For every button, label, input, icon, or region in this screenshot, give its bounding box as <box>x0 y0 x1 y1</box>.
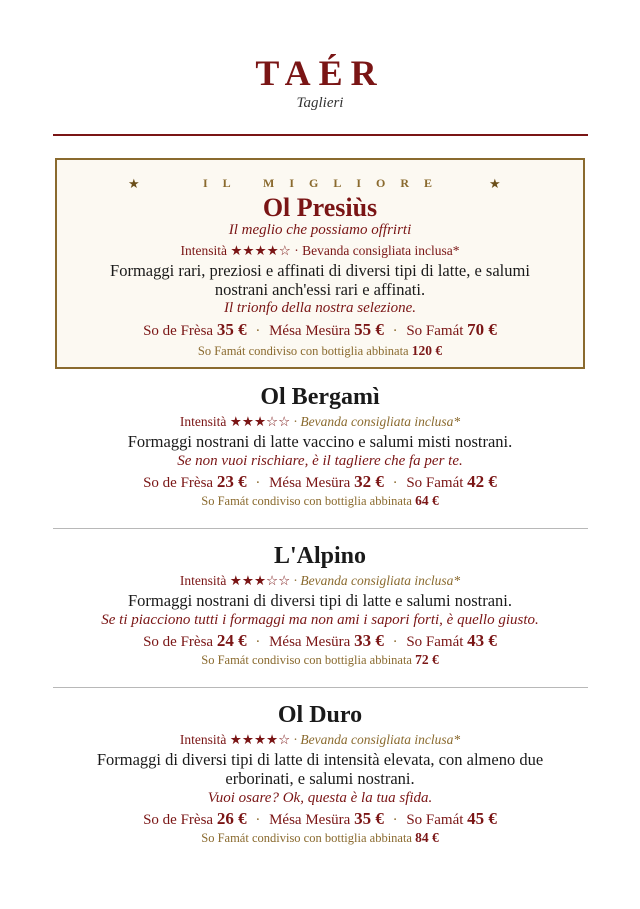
price-label: Mésa Mesüra <box>269 475 351 491</box>
item-prices <box>0 809 640 829</box>
price-value: 55 € <box>354 320 384 339</box>
price-separator: · <box>255 323 261 339</box>
price-label: So de Frèsa <box>143 323 214 339</box>
price-value: 23 € <box>216 472 247 491</box>
price-value: 70 € <box>467 320 497 339</box>
price-separator: · <box>255 475 261 491</box>
price-label: Mésa Mesüra <box>269 634 351 650</box>
intensity-label: Intensità <box>179 732 227 747</box>
item-quote: Se ti piacciono tutti i formaggi ma non ami i sapori forti, è quello giusto. <box>101 612 539 628</box>
item-prices <box>0 631 640 651</box>
item-quote: Se non vuoi rischiare, è il tagliere che fa per te. <box>177 453 463 469</box>
intensity-stars: ★★★★☆ <box>230 243 291 258</box>
price-label: So Famát <box>406 634 464 650</box>
share-label: So Famát condiviso con bottiglia abbinata <box>201 494 412 508</box>
price-value: 24 € <box>216 631 247 650</box>
beverage-note: · Bevanda consigliata inclusa* <box>293 414 461 429</box>
item-meta <box>0 573 640 589</box>
item-title: Ol Bergamì <box>260 384 380 410</box>
featured-meta <box>57 243 583 259</box>
header-divider <box>53 134 588 136</box>
price-label: So Famát <box>406 323 464 339</box>
item-desc: Formaggi nostrani di latte vaccino e salumi misti nostrani. <box>127 432 513 451</box>
price-value: 43 € <box>467 631 497 650</box>
featured-desc-line1: Formaggi rari, preziosi e affinati di diversi tipi di latte, e salumi <box>110 261 530 280</box>
brand-subtitle: Taglieri <box>296 95 344 111</box>
item-desc-line1: Formaggi di diversi tipi di latte di intensità elevata, con almeno due <box>96 750 544 769</box>
share-value: 120 € <box>411 343 443 358</box>
price-value: 42 € <box>467 472 497 491</box>
intensity-stars: ★★★☆☆ <box>229 573 291 588</box>
price-separator: · <box>392 475 398 491</box>
share-label: So Famát condiviso con bottiglia abbinata <box>201 831 412 845</box>
item-share <box>0 493 640 509</box>
price-value: 45 € <box>467 809 497 828</box>
share-value: 84 € <box>415 830 439 845</box>
featured-title: Ol Presiùs <box>262 193 378 222</box>
section-divider <box>53 687 588 688</box>
beverage-note: · Bevanda consigliata inclusa* <box>294 243 460 258</box>
item-share <box>0 830 640 846</box>
featured-prices <box>57 320 583 340</box>
featured-desc-line2: nostrani anch'essi rari e affinati. <box>214 280 426 299</box>
beverage-note: · Bevanda consigliata inclusa* <box>293 732 461 747</box>
share-label: So Famát condiviso con bottiglia abbinata <box>201 653 412 667</box>
featured-quote: Il trionfo della nostra selezione. <box>223 300 417 316</box>
item-desc-line2: erborinati, e salumi nostrani. <box>225 769 415 788</box>
item-title: L'Alpino <box>273 543 367 569</box>
price-label: So Famát <box>406 475 464 491</box>
share-value: 72 € <box>415 652 439 667</box>
share-value: 64 € <box>415 493 439 508</box>
intensity-label: Intensità <box>179 573 227 588</box>
intensity-label: Intensità <box>179 414 227 429</box>
price-separator: · <box>392 323 398 339</box>
price-separator: · <box>255 812 261 828</box>
item-meta <box>0 732 640 748</box>
price-value: 26 € <box>216 809 247 828</box>
price-label: So Famát <box>406 812 464 828</box>
price-label: So de Frèsa <box>143 812 214 828</box>
featured-tagline: Il meglio che possiamo offrirti <box>228 222 412 238</box>
beverage-note: · Bevanda consigliata inclusa* <box>293 573 461 588</box>
item-title: Ol Duro <box>277 702 363 728</box>
item-prices <box>0 472 640 492</box>
price-value: 32 € <box>354 472 384 491</box>
intensity-stars: ★★★☆☆ <box>229 414 291 429</box>
price-label: Mésa Mesüra <box>269 323 351 339</box>
featured-share <box>57 343 583 359</box>
item-share <box>0 652 640 668</box>
share-label: So Famát condiviso con bottiglia abbinata <box>197 344 409 358</box>
item-quote: Vuoi osare? Ok, questa è la tua sfida. <box>207 790 433 806</box>
featured-kicker: IL MIGLIORE <box>202 176 448 190</box>
section-divider <box>53 528 588 529</box>
brand-name: TAÉR <box>255 53 385 93</box>
featured-box <box>55 158 585 369</box>
price-label: So de Frèsa <box>143 475 214 491</box>
price-label: Mésa Mesüra <box>269 812 351 828</box>
price-separator: · <box>392 812 398 828</box>
price-value: 35 € <box>216 320 247 339</box>
star-icon: ★ <box>128 177 140 192</box>
item-meta <box>0 414 640 430</box>
star-icon: ★ <box>489 177 501 192</box>
item-desc: Formaggi nostrani di diversi tipi di latte e salumi nostrani. <box>127 591 513 610</box>
intensity-label: Intensità <box>180 243 227 258</box>
price-value: 35 € <box>354 809 384 828</box>
price-separator: · <box>255 634 261 650</box>
intensity-stars: ★★★★☆ <box>229 732 291 747</box>
price-value: 33 € <box>354 631 384 650</box>
price-label: So de Frèsa <box>143 634 214 650</box>
price-separator: · <box>392 634 398 650</box>
